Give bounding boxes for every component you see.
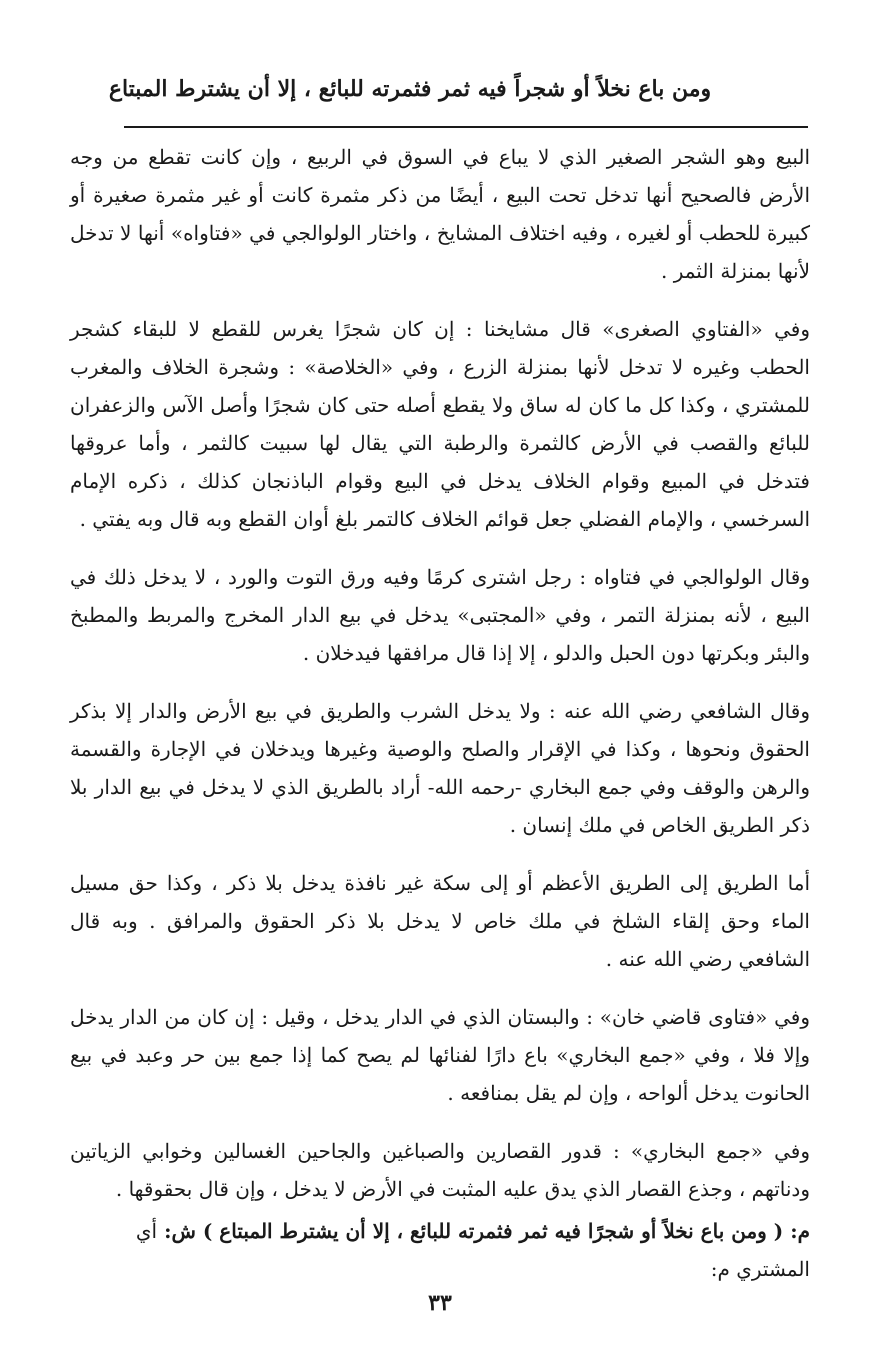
paragraph-5: أما الطريق إلى الطريق الأعظم أو إلى سكة غير نافذة يدخل بلا ذكر ، وكذا حق مسيل الماء وحق إلقاء الشلخ في ملك خاص لا يدخل بلا ذكر الحقوق والمرافق . وبه قال الشافعي رضي الله عنه . — [70, 871, 810, 971]
page-body — [70, 138, 810, 1208]
sharh-text: أي المشتري م: — [135, 1219, 810, 1281]
page-number: ٣٣ — [428, 1290, 452, 1316]
paragraph-6: وفي «فتاوى قاضي خان» : والبستان الذي في الدار يدخل ، وقيل : إن كان من الدار يدخل وإلا فلا ، وفي «جمع البخاري» باع دارًا لفنائها لم يصح كما إذا جمع بين حر وعبد في بيع الحانوت يدخل ألواحه ، وإن لم يقل بمنافعه . — [70, 1005, 810, 1105]
paragraph-4: وقال الشافعي رضي الله عنه : ولا يدخل الشرب والطريق في بيع الأرض والدار إلا بذكر الحقوق ونحوها ، وكذا في الإقرار والصلح والوصية وغيرها ويدخلان في الإجارة والقسمة والرهن والوقف وفي جمع البخاري -رحمه الله- أراد بالطريق الذي لا يدخل في بيع الدار بلا ذكر الطريق الخاص في ملك إنسان . — [70, 699, 810, 837]
paragraph-2: وفي «الفتاوي الصغرى» قال مشايخنا : إن كان شجرًا يغرس للقطع لا للبقاء كشجر الحطب وغيره لا تدخل لأنها بمنزلة الزرع ، وفي «الخلاصة» : وشجرة الخلاف والمغرب للمشتري ، وكذا كل ما كان له ساق ولا يقطع أصله حتى كان شجرًا وأصل الآس والزعفران للبائع والقصب في الأرض كالثمرة والرطبة التي يقال لها سبيت كالثمر ، وأما عروقها فتدخل في المبيع وقوام الخلاف يدخل في البيع وقوام الباذنجان كذلك ، ذكره الإمام السرخسي ، والإمام الفضلي جعل قوائم الخلاف كالتمر بلغ أوان القطع وبه قال وبه يفتي . — [70, 317, 810, 531]
running-header: ومن باع نخلاً أو شجراً فيه ثمر فثمرته للبائع ، إلا أن يشترط المبتاع — [108, 76, 712, 102]
paragraph-7: وفي «جمع البخاري» : قدور القصارين والصباغين والجاحين الغسالين وخوابي الزياتين ودناتهم ، وجذع القصار الذي يدق عليه المثبت في الأرض لا يدخل ، وإن قال بحقوقها . — [70, 1139, 810, 1201]
matn-line — [70, 1212, 810, 1288]
paragraph-3: وقال الولوالجي في فتاواه : رجل اشترى كرمًا وفيه ورق التوت والورد ، لا يدخل ذلك في البيع ، لأنه بمنزلة التمر ، وفي «المجتبى» يدخل في بيع الدار المخرج والمربط والمطبخ والبئر وبكرتها دون الحبل والدلو ، إلا إذا قال مرافقها فيدخلان . — [70, 565, 810, 665]
paragraph-1: البيع وهو الشجر الصغير الذي لا يباع في السوق في الربيع ، وإن كانت تقطع من وجه الأرض فالصحيح أنها تدخل تحت البيع ، أيضًا من ذكر مثمرة كانت أو غير مثمرة صغيرة أو كبيرة للحطب أو لغيره ، وفيه اختلاف المشايخ ، واختار الولوالجي في «فتاواه» أنها لا تدخل لأنها بمنزلة الثمر . — [70, 145, 810, 283]
header-rule — [124, 126, 808, 128]
matn-text: م: ( ومن باع نخلاً أو شجرًا فيه ثمر فثمرته للبائع ، إلا أن يشترط المبتاع ) ش: — [164, 1219, 810, 1243]
